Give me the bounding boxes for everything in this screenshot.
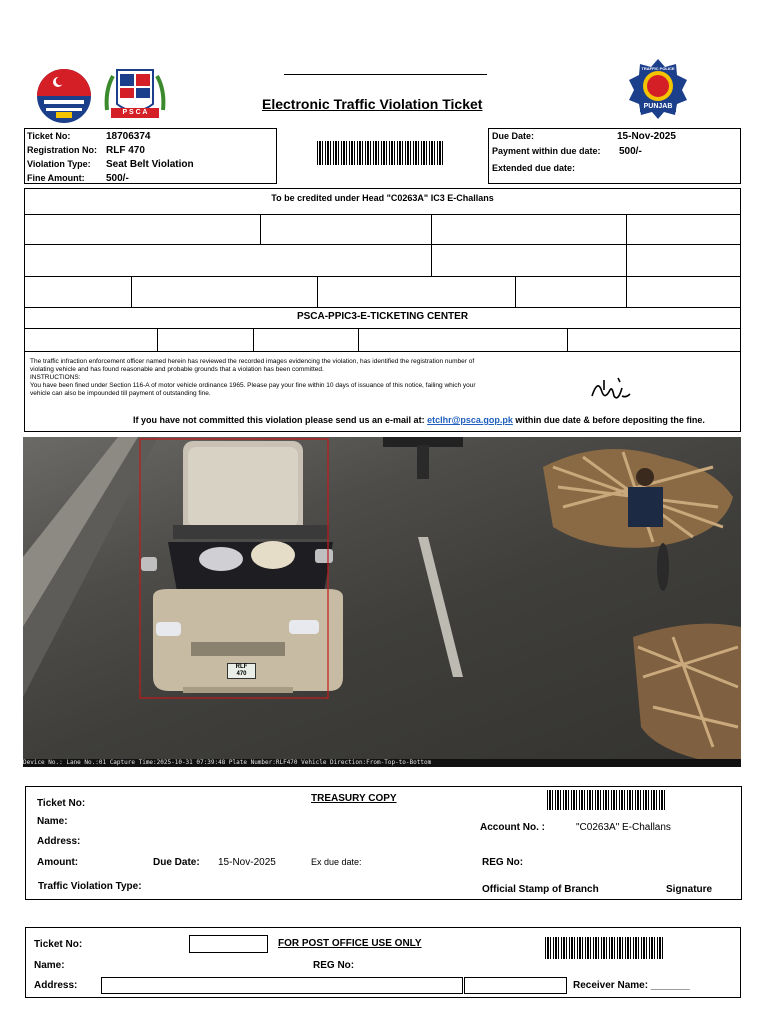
psca-punjab-logo [36, 68, 92, 124]
registration-value: RLF 470 [106, 145, 145, 156]
post-ticket-field[interactable] [189, 935, 268, 953]
traffic-police-text: TRAFFIC POLICE [641, 66, 675, 71]
grid-line [24, 328, 741, 329]
ticket-no-label: Ticket No: [27, 131, 71, 141]
due-date-value: 15-Nov-2025 [617, 131, 676, 142]
extended-due-label: Extended due date: [492, 163, 576, 173]
plate-line: 470 [236, 671, 247, 677]
stamp-label: Official Stamp of Branch [482, 884, 599, 895]
receiver-name-label: Receiver Name: _______ [573, 980, 690, 991]
treasury-reg-label: REG No: [482, 857, 524, 868]
grid-line [24, 351, 741, 352]
psca-logo-text: P S C A [122, 109, 148, 116]
notice-line: You have been fined under Section 116-A of motor vehicle ordinance 1965. Please pay your fine within 10 days of issuance of this notice, failing which your [30, 382, 476, 389]
violation-type-value: Seat Belt Violation [106, 159, 194, 170]
number-plate [227, 663, 256, 679]
ticket-no-value: 18706374 [106, 131, 151, 142]
post-address-label: Address: [34, 980, 78, 991]
post-extra-field[interactable] [464, 977, 567, 994]
page-title: Electronic Traffic Violation Ticket [262, 96, 483, 112]
treasury-name-label: Name: [37, 816, 68, 827]
grid-line [24, 244, 741, 245]
credit-head-text: To be credited under Head "C0263A" IC3 E-Challans [271, 193, 494, 203]
photo-caption: Device No.: Lane No.:01 Capture Time:2025-10-31 07:39:48 Plate Number:RLF470 Vehicle Direction:From-Top-to-Bottom [23, 759, 432, 766]
treasury-due-label: Due Date: [153, 857, 200, 868]
email-suffix: within due date & before depositing the fine. [515, 415, 705, 425]
ticket-barcode [317, 141, 444, 165]
grid-line [253, 328, 254, 351]
notice-line: The traffic infraction enforcement officer named herein has reviewed the recorded images evidencing the violation, has identified the registration number of [30, 358, 475, 365]
punjab-text: PUNJAB [643, 103, 673, 110]
post-name-label: Name: [34, 960, 65, 971]
center-name: PSCA-PPIC3-E-TICKETING CENTER [296, 311, 469, 322]
grid-line [24, 214, 741, 215]
post-office-barcode [545, 937, 663, 959]
signature-label: Signature [666, 884, 713, 895]
registration-label: Registration No: [27, 145, 98, 155]
notice-text [30, 358, 570, 398]
grid-line [567, 328, 568, 351]
grid-line [260, 214, 261, 244]
notice-line: INSTRUCTIONS: [30, 374, 81, 381]
grid-line [317, 276, 318, 307]
fine-amount-value: 500/- [106, 173, 129, 184]
treasury-barcode [547, 790, 665, 810]
grid-line [157, 328, 158, 351]
notice-line: violating vehicle and has found reasonable and probable grounds that a violation has been committed. [30, 366, 324, 373]
email-line [133, 415, 705, 425]
psca-badge-logo [103, 64, 167, 122]
top-rule [284, 74, 487, 75]
account-value: "C0263A" E-Challans [576, 822, 671, 833]
grid-line [626, 214, 627, 307]
officer-signature [588, 372, 634, 406]
grid-line [431, 214, 432, 276]
email-link[interactable]: etclhr@psca.gop.pk [427, 415, 513, 425]
grid-line [515, 276, 516, 307]
amount-label: Amount: [37, 857, 79, 868]
payment-value: 500/- [619, 146, 642, 157]
due-date-label: Due Date: [492, 131, 535, 141]
treasury-ticket-label: Ticket No: [37, 798, 86, 809]
treasury-title: TREASURY COPY [311, 793, 397, 804]
grid-line [24, 307, 741, 308]
post-reg-label: REG No: [313, 960, 355, 971]
payment-label: Payment within due date: [492, 146, 601, 156]
post-office-title: FOR POST OFFICE USE ONLY [278, 938, 422, 949]
evidence-photo [23, 437, 741, 767]
ex-due-label: Ex due date: [311, 857, 362, 867]
grid-line [131, 276, 132, 307]
treasury-due-value: 15-Nov-2025 [218, 857, 276, 868]
traffic-police-punjab-logo [627, 58, 689, 120]
violation-type-label: Traffic Violation Type: [38, 881, 142, 892]
post-address-field[interactable] [101, 977, 463, 994]
treasury-address-label: Address: [37, 836, 81, 847]
violation-type-label: Violation Type: [27, 159, 91, 169]
email-prefix: If you have not committed this violation please send us an e-mail at: [133, 415, 425, 425]
grid-line [358, 328, 359, 351]
account-label: Account No. : [480, 822, 545, 833]
notice-line: vehicle can also be impounded till payment of outstanding fine. [30, 390, 211, 397]
fine-amount-label: Fine Amount: [27, 173, 85, 183]
plate-line: RLF [235, 664, 248, 670]
photo-caption-bar [23, 759, 741, 767]
post-ticket-label: Ticket No: [34, 939, 83, 950]
